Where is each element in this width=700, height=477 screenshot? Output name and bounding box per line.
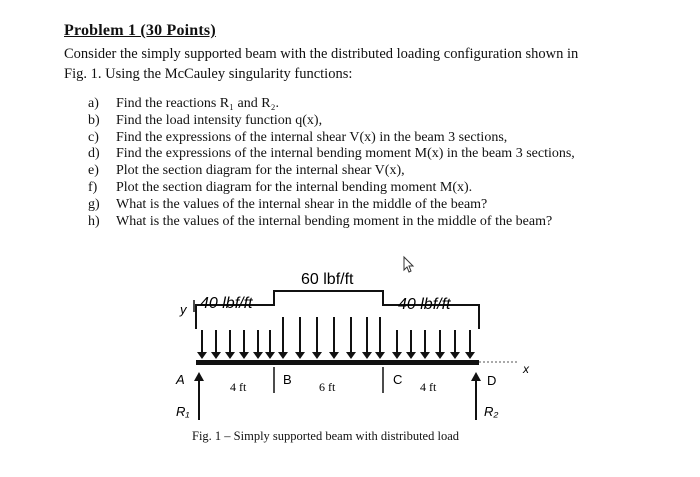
x-axis-label: x <box>523 362 529 376</box>
task-item: e) Plot the section diagram for the internal shear V(x), <box>88 163 405 179</box>
mouse-cursor-icon <box>404 257 413 272</box>
span-ab-label: 4 ft <box>230 380 247 394</box>
task-item: h) What is the values of the internal bending moment in the middle of the beam? <box>88 213 553 229</box>
span-cd-label: 4 ft <box>420 380 437 394</box>
problem-title: Problem 1 (30 Points) <box>64 22 216 39</box>
load-arrowheads <box>197 352 475 359</box>
intro-line-2: Fig. 1. Using the McCauley singularity functions: <box>64 66 353 82</box>
intro-line-1: Consider the simply supported beam with the distributed loading configuration shown in <box>64 46 579 62</box>
load-middle-label: 60 lbf/ft <box>301 271 354 288</box>
point-d-label: D <box>487 373 497 388</box>
load-left-label: 40 lbf/ft <box>200 295 253 312</box>
span-bc-label: 6 ft <box>319 380 336 394</box>
reaction-r2-label: R₂ <box>484 404 499 419</box>
reaction-r2-arrowhead <box>471 372 481 381</box>
task-item: d) Find the expressions of the internal bending moment M(x) in the beam 3 sections, <box>88 146 575 162</box>
load-right-label: 40 lbf/ft <box>398 296 451 313</box>
reaction-r1-arrowhead <box>194 372 204 381</box>
y-axis-label: y <box>180 302 187 317</box>
point-c-label: C <box>393 372 403 387</box>
reaction-r1-label: R₁ <box>176 404 190 419</box>
beam <box>196 360 479 365</box>
figure-caption: Fig. 1 – Simply supported beam with distributed load <box>192 429 459 443</box>
point-b-label: B <box>283 372 292 387</box>
task-item: g) What is the values of the internal shear in the middle of the beam? <box>88 196 488 212</box>
load-arrows <box>202 317 470 353</box>
task-item: f) Plot the section diagram for the internal bending moment M(x). <box>88 179 473 195</box>
point-a-label: A <box>176 372 185 387</box>
task-item: b) Find the load intensity function q(x), <box>88 112 323 128</box>
task-item: a) Find the reactions R₁ and R₂. <box>88 96 279 111</box>
task-item: c) Find the expressions of the internal shear V(x) in the beam 3 sections, <box>88 129 508 145</box>
